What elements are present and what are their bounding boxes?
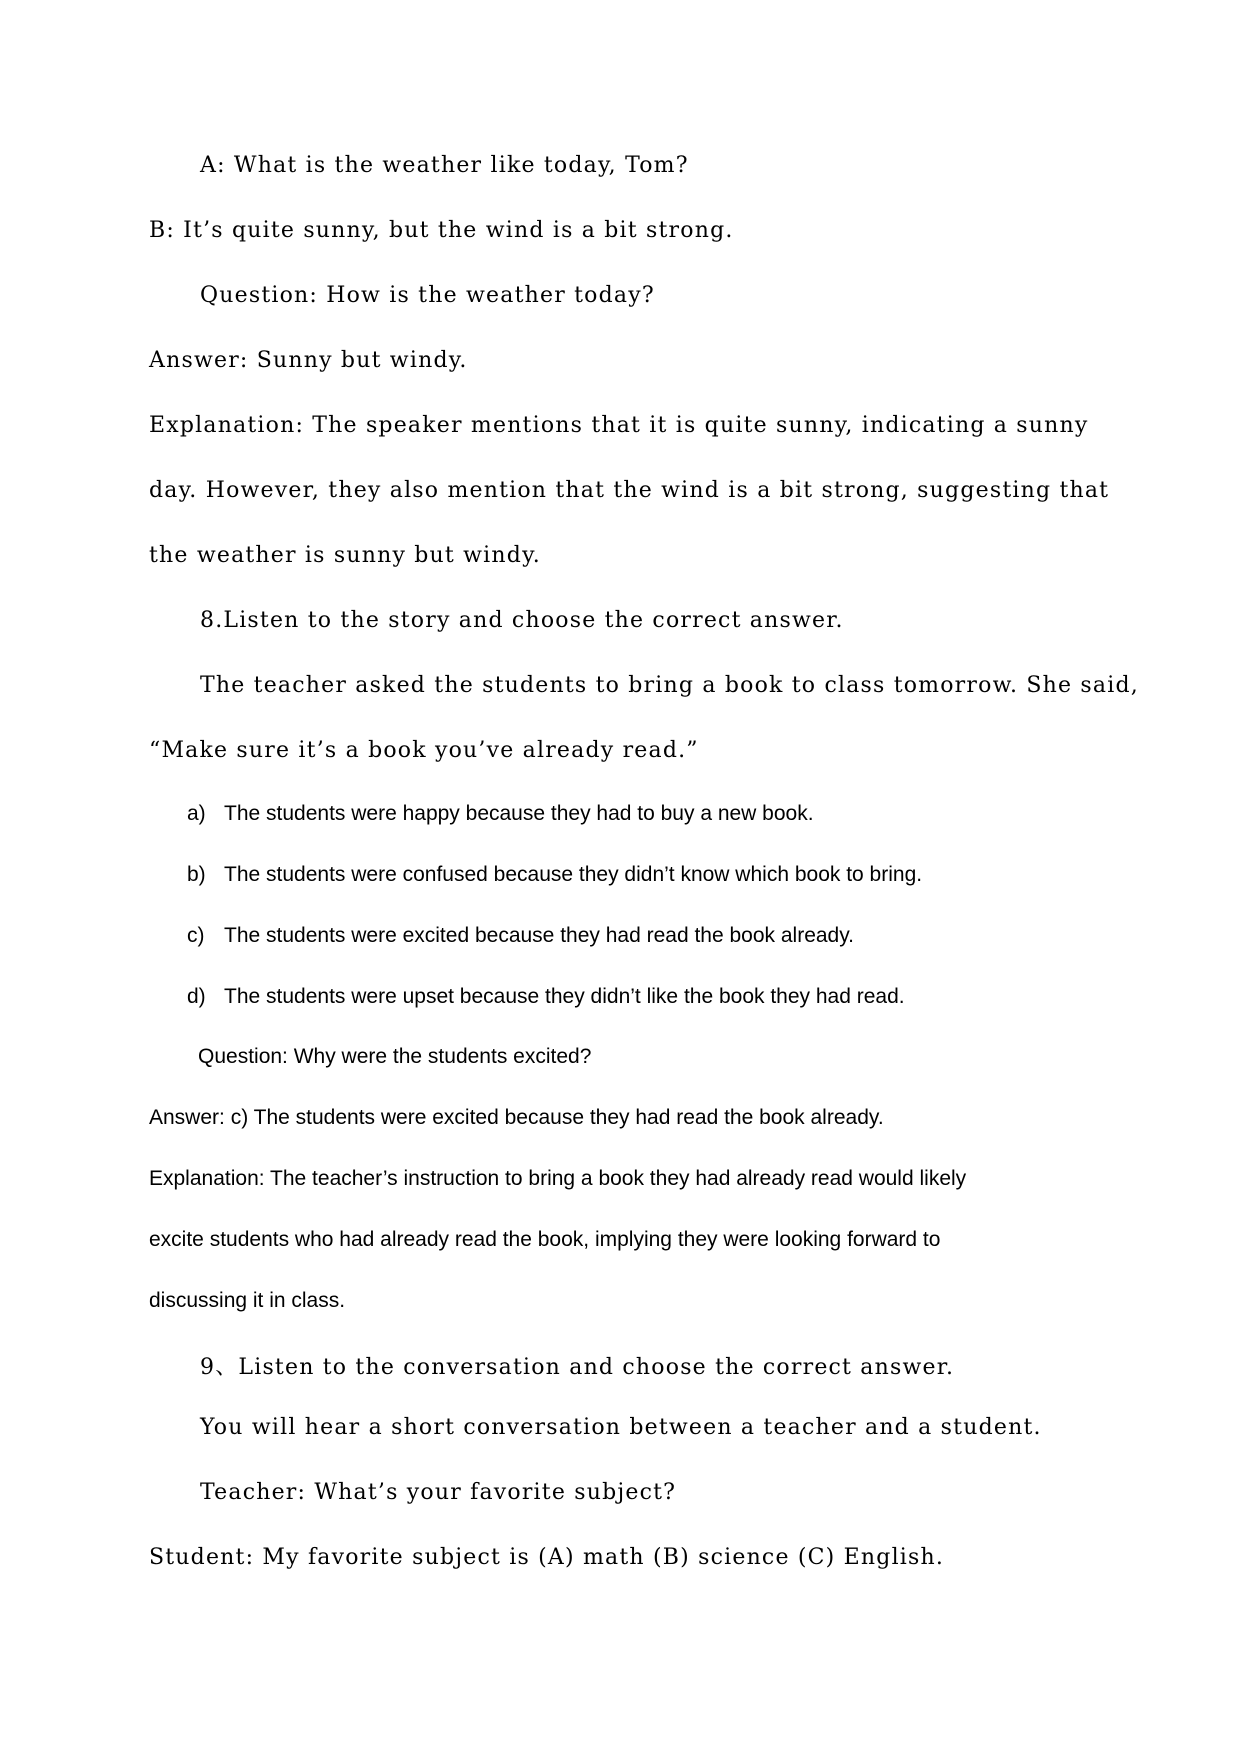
option-letter: d) xyxy=(187,985,206,1008)
explanation-line: discussing it in class. xyxy=(149,1289,346,1312)
explanation-line: Explanation: The speaker mentions that it is quite sunny, indicating a sunny xyxy=(149,413,1089,438)
story-line: The teacher asked the students to bring a book to class tomorrow. She said, xyxy=(200,673,1139,698)
explanation-line: day. However, they also mention that the wind is a bit strong, suggesting that xyxy=(149,478,1110,503)
option-text: The students were confused because they didn’t know which book to bring. xyxy=(224,863,923,886)
item-9-heading: 9、Listen to the conversation and choose the correct answer. xyxy=(200,1355,955,1380)
teacher-line: Teacher: What’s your favorite subject? xyxy=(200,1480,677,1505)
explanation-line: Explanation: The teacher’s instruction to bring a book they had already read would likely xyxy=(149,1167,967,1190)
explanation-line: the weather is sunny but windy. xyxy=(149,543,541,568)
option-letter: c) xyxy=(187,924,205,947)
story-line: “Make sure it’s a book you’ve already read.” xyxy=(149,738,699,763)
student-line: Student: My favorite subject is (A) math (B) science (C) English. xyxy=(149,1545,945,1570)
option-letter: b) xyxy=(187,863,206,886)
explanation-line: excite students who had already read the book, implying they were looking forward to xyxy=(149,1228,941,1251)
option-text: The students were excited because they had read the book already. xyxy=(224,924,855,947)
question-text: Question: How is the weather today? xyxy=(200,283,655,308)
dialogue-line-a: A: What is the weather like today, Tom? xyxy=(200,153,689,178)
answer-text: Answer: Sunny but windy. xyxy=(149,348,468,373)
item-8-heading: 8.Listen to the story and choose the correct answer. xyxy=(200,608,844,633)
option-text: The students were happy because they had to buy a new book. xyxy=(224,802,814,825)
option-text: The students were upset because they didn’t like the book they had read. xyxy=(224,985,905,1008)
option-letter: a) xyxy=(187,802,206,825)
question-text: Question: Why were the students excited? xyxy=(198,1045,592,1068)
intro-line: You will hear a short conversation between a teacher and a student. xyxy=(200,1415,1042,1440)
dialogue-line-b: B: It’s quite sunny, but the wind is a bit strong. xyxy=(149,218,734,243)
answer-text: Answer: c) The students were excited because they had read the book already. xyxy=(149,1106,884,1129)
